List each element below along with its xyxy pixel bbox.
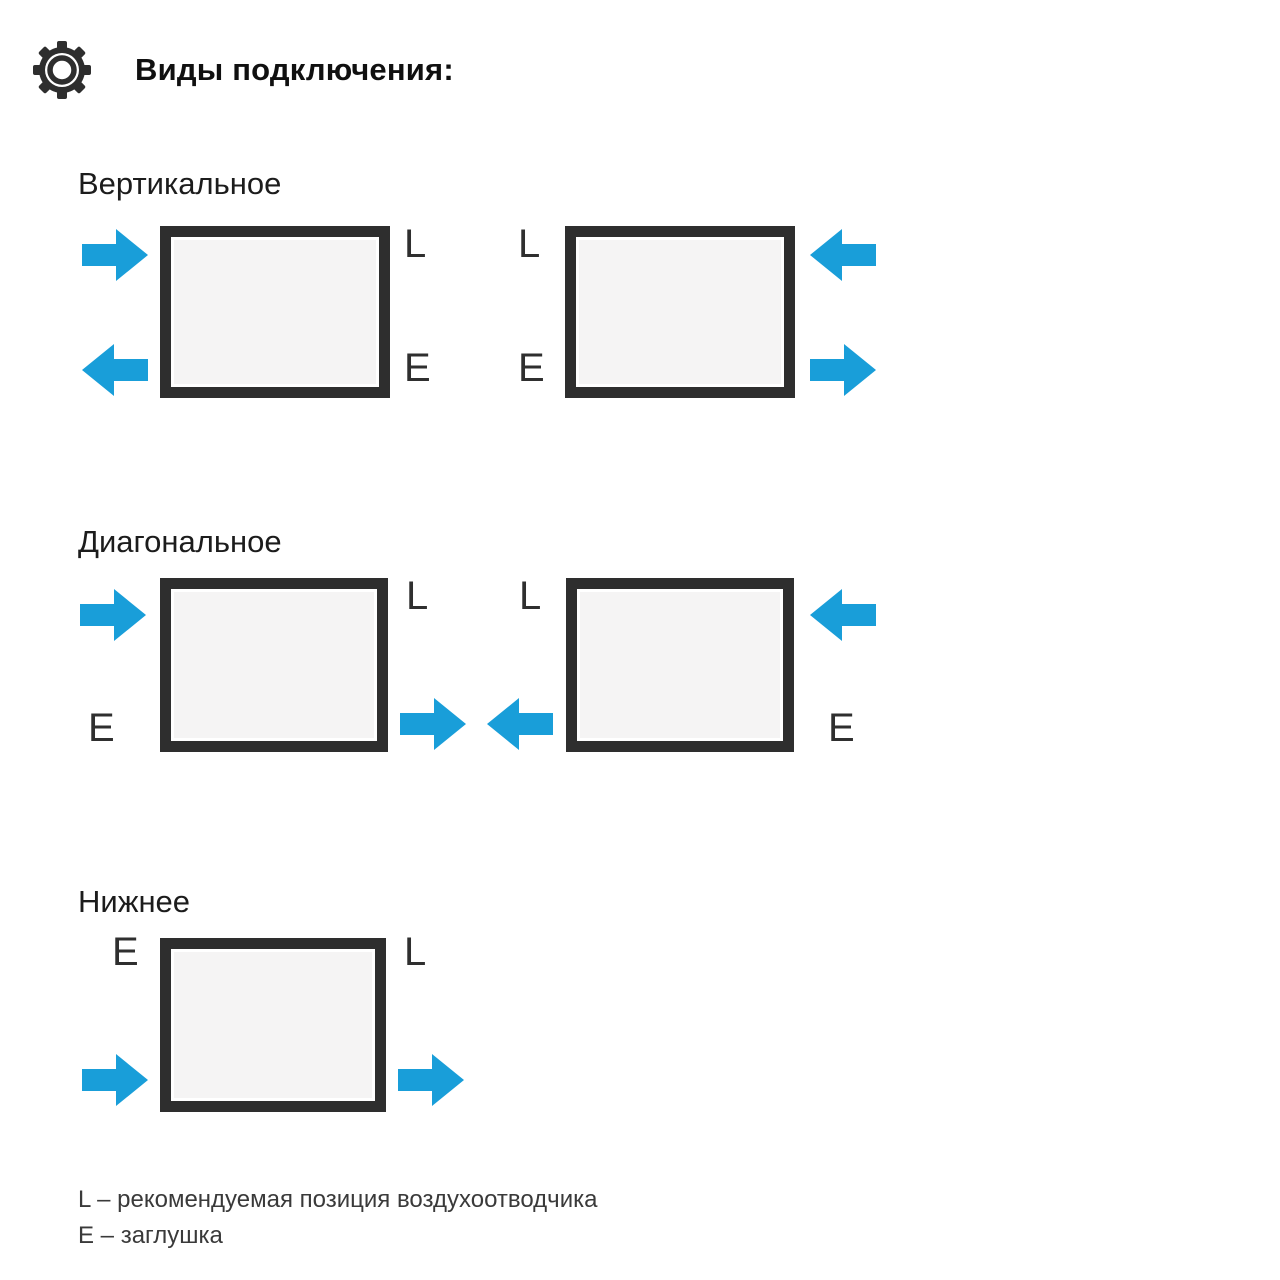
port-label-air-vent: L: [404, 930, 427, 974]
port-label-plug: E: [828, 706, 855, 750]
port-label-air-vent: L: [519, 574, 542, 618]
arrow-out-icon: [400, 698, 466, 750]
legend-line-air-vent: L – рекомендуемая позиция воздухоотводчика: [78, 1186, 598, 1213]
port-label-air-vent: L: [518, 222, 541, 266]
page-title: Виды подключения:: [135, 52, 454, 87]
arrow-in-icon: [80, 589, 146, 641]
radiator-fill: [579, 240, 781, 384]
radiator-box: [566, 578, 794, 752]
arrow-out-icon: [487, 698, 553, 750]
port-label-air-vent: L: [404, 222, 427, 266]
gear-icon: [30, 38, 94, 102]
port-label-plug: E: [404, 346, 431, 390]
section-title-vertical: Вертикальное: [78, 166, 282, 201]
arrow-in-icon: [82, 229, 148, 281]
arrow-out-icon: [82, 344, 148, 396]
port-label-plug: E: [518, 346, 545, 390]
radiator-box: [160, 226, 390, 398]
radiator-fill: [580, 592, 780, 738]
arrow-in-icon: [810, 589, 876, 641]
arrow-in-icon: [82, 1054, 148, 1106]
arrow-out-icon: [810, 344, 876, 396]
port-label-plug: E: [112, 930, 139, 974]
arrow-out-icon: [398, 1054, 464, 1106]
arrow-in-icon: [810, 229, 876, 281]
radiator-box: [160, 938, 386, 1112]
section-title-diagonal: Диагональное: [78, 524, 282, 559]
legend-line-plug: E – заглушка: [78, 1222, 223, 1249]
radiator-box: [565, 226, 795, 398]
radiator-fill: [174, 592, 374, 738]
radiator-box: [160, 578, 388, 752]
radiator-fill: [174, 952, 372, 1098]
port-label-air-vent: L: [406, 574, 429, 618]
section-title-bottom: Нижнее: [78, 884, 191, 919]
radiator-fill: [174, 240, 376, 384]
port-label-plug: E: [88, 706, 115, 750]
